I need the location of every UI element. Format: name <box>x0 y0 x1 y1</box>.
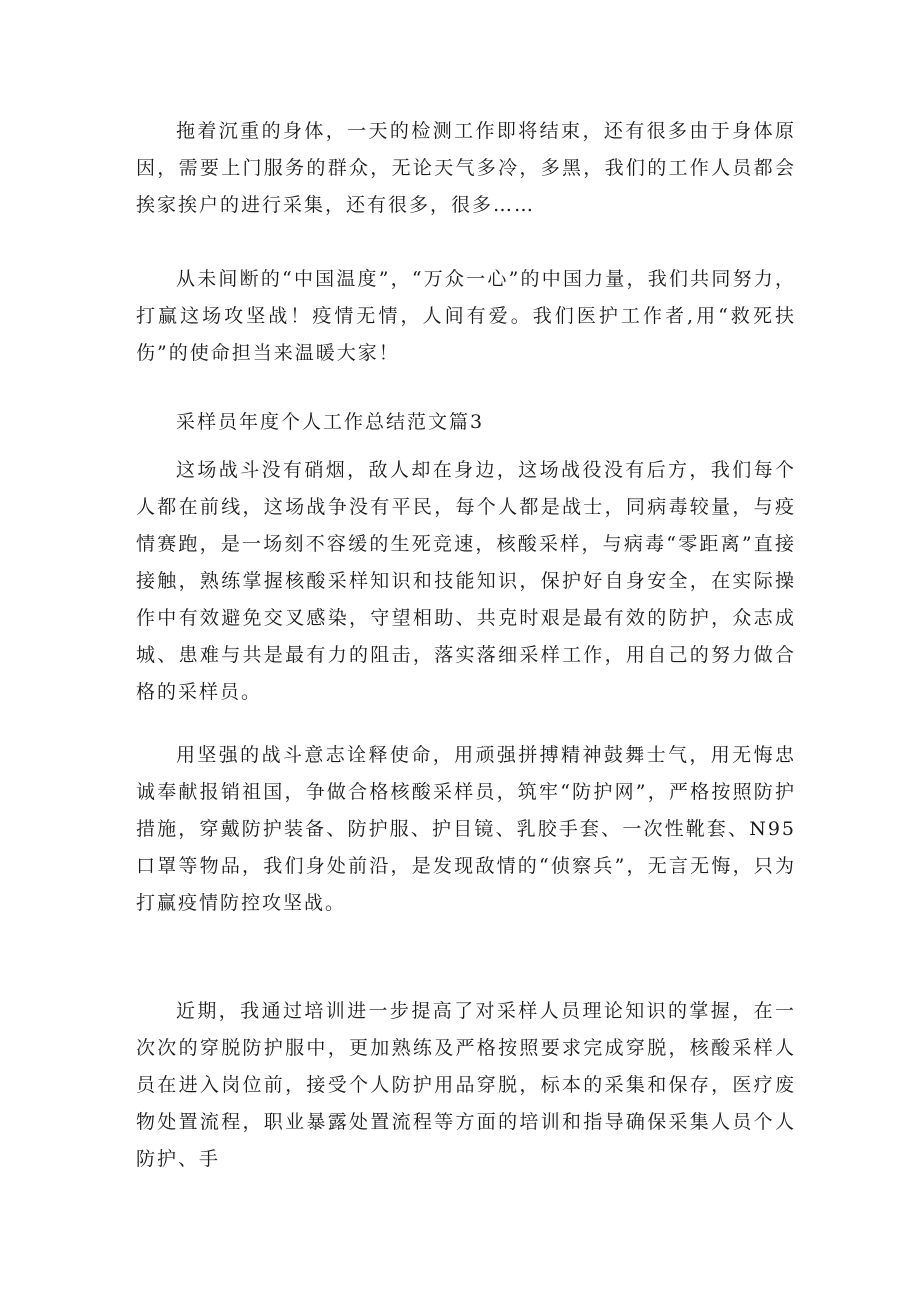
paragraph: 近期，我通过培训进一步提高了对采样人员理论知识的掌握，在一次次的穿脱防护服中，更加熟练及严格按照要求完成穿脱，核酸采样人员在进入岗位前，接受个人防护用品穿脱，标本的采集和保存，医疗废物处置流程，职业暴露处置流程等方面的培训和指导确保采集人员个人防护、手 <box>136 1000 796 1170</box>
paragraph: 这场战斗没有硝烟，敌人却在身边，这场战役没有后方，我们每个人都在前线，这场战争没有平民，每个人都是战士，同病毒较量，与疫情赛跑，是一场刻不容缓的生死竞速，核酸采样，与病毒“零距离”直接接触，熟练掌握核酸采样知识和技能知识，保护好自身安全，在实际操作中有效避免交叉感染，守望相助、共克时艰是最有效的防护，众志成城、患难与共是最有力的阻击，落实落细采样工作，用自己的努力做合格的采样员。 <box>136 459 796 703</box>
section-heading-block <box>136 404 796 441</box>
paragraph-1-block <box>136 113 796 224</box>
paragraph-3-block <box>136 452 796 711</box>
paragraph-5-block <box>136 993 796 1178</box>
paragraph-4-block <box>136 737 796 922</box>
paragraph-2-block <box>136 261 796 372</box>
paragraph: 拖着沉重的身体，一天的检测工作即将结束，还有很多由于身体原因，需要上门服务的群众，无论天气多冷，多黑，我们的工作人员都会挨家挨户的进行采集，还有很多，很多…… <box>136 120 796 216</box>
paragraph: 从未间断的“中国温度”，“万众一心”的中国力量，我们共同努力，打赢这场攻坚战！疫情无情，人间有爱。我们医护工作者,用“救死扶伤”的使命担当来温暖大家！ <box>136 268 796 364</box>
section-heading: 采样员年度个人工作总结范文篇3 <box>176 411 485 433</box>
paragraph: 用坚强的战斗意志诠释使命，用顽强拼搏精神鼓舞士气，用无悔忠诚奉献报销祖国，争做合格核酸采样员，筑牢“防护网”，严格按照防护措施，穿戴防护装备、防护服、护目镜、乳胶手套、一次性靴套、N95口罩等物品，我们身处前沿，是发现敌情的“侦察兵”，无言无悔，只为打赢疫情防控攻坚战。 <box>136 744 796 914</box>
